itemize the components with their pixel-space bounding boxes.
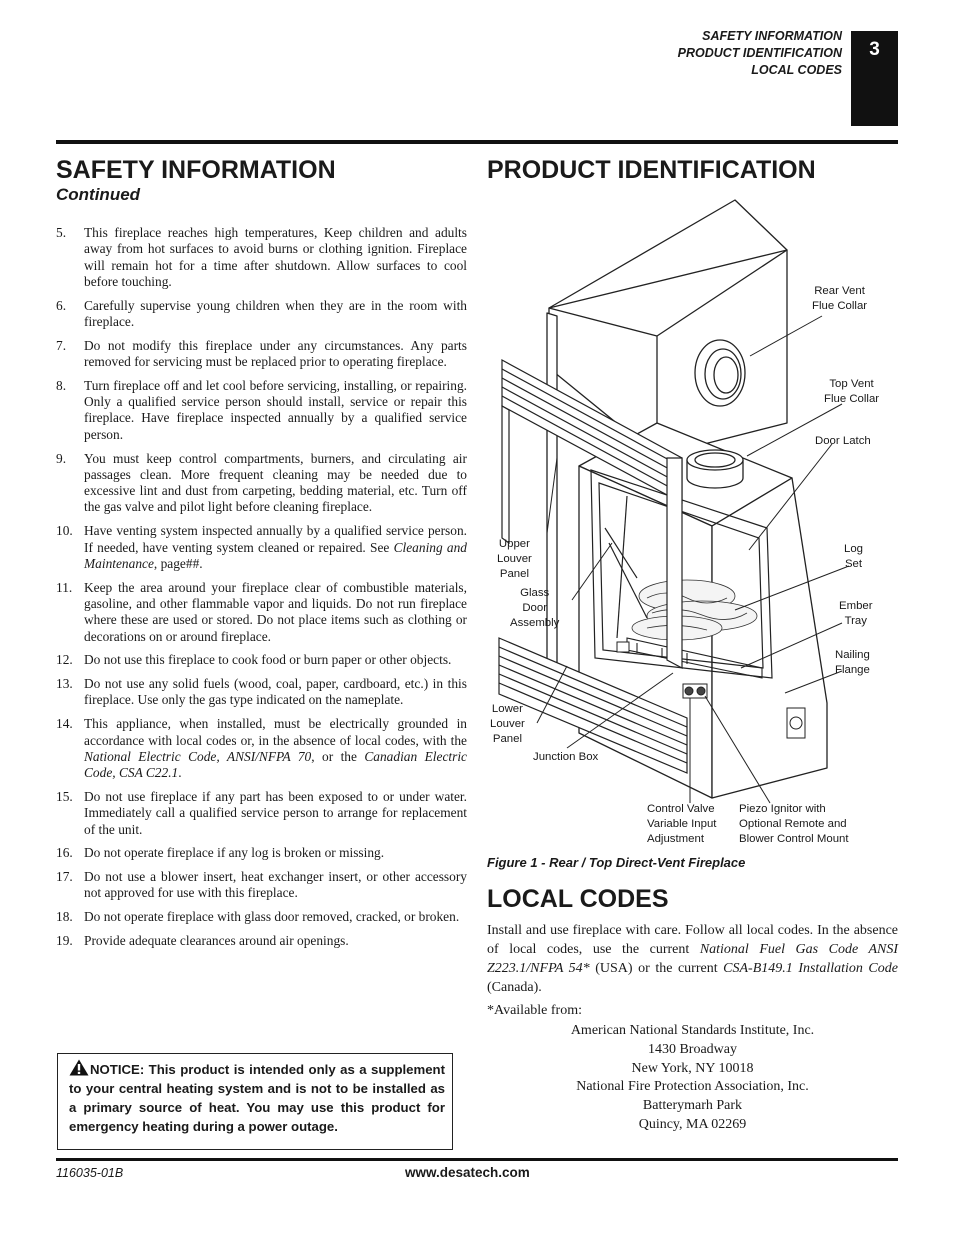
code-reference: CSA-B149.1 Installation Code — [723, 961, 898, 976]
document-code: 116035-01B — [56, 1166, 124, 1180]
fireplace-figure — [487, 198, 898, 848]
callout-line: Upper — [498, 538, 530, 550]
list-item-number: 11. — [56, 579, 73, 595]
callout-line: Louver — [490, 718, 525, 730]
callout-log-set — [844, 542, 863, 572]
callout-line: Set — [844, 558, 863, 570]
list-item-text: Provide adequate clearances around air openings. — [84, 932, 349, 948]
address-line: American National Standards Institute, Inc. — [570, 1023, 815, 1038]
list-item-number: 12. — [56, 652, 73, 668]
notice-box — [57, 1053, 453, 1150]
callout-line: Glass — [520, 587, 550, 599]
callout-line: Piezo Ignitor with — [739, 803, 826, 815]
list-item-text: Do not operate fireplace with glass door removed, cracked, or broken. — [84, 909, 460, 925]
list-item-text: . — [178, 765, 182, 781]
safety-section-subtitle: Continued — [56, 185, 141, 204]
callout-line: Top Vent — [829, 378, 874, 390]
code-reference: National Fuel Gas Code ANSI Z223.1/NFPA 54* — [487, 942, 898, 976]
list-item-text: You must keep control compartments, burners, and circulating air passages clean. More frequent cleaning may be needed due to excessive lint and dust from carpeting, bedding material, etc. Turn off the gas valve and pilot light before cleaning fireplace. — [84, 450, 467, 515]
header-line-product: PRODUCT IDENTIFICATION — [677, 46, 842, 60]
list-item-number: 18. — [56, 909, 73, 925]
callout-junction-box — [533, 750, 598, 765]
callout-door-latch — [815, 434, 871, 449]
callout-glass-door — [510, 586, 559, 631]
callout-line: Assembly — [510, 617, 560, 629]
safety-list — [56, 225, 467, 957]
callout-nailing-flange — [835, 648, 870, 678]
list-item — [56, 909, 467, 925]
available-from-label: *Available from: — [487, 1003, 582, 1018]
list-item — [56, 676, 467, 709]
callout-line: Panel — [499, 568, 529, 580]
list-item-number: 10. — [56, 523, 73, 539]
list-item-text: This fireplace reaches high temperatures, Keep children and adults away from hot surfaces to avoid burns or clothing ignition. Fireplace will remain hot for a time after shutdown. Allow surfaces to cool before touching. — [84, 225, 467, 289]
list-item — [56, 845, 467, 861]
list-item — [56, 716, 467, 781]
running-header — [678, 28, 842, 79]
list-item-text: Do not modify this fireplace under any circumstances. Any parts removed for servicing must be replaced prior to operating fireplace. — [84, 337, 467, 370]
list-item — [56, 338, 467, 371]
page-number: 3 — [869, 39, 880, 60]
list-item-text: Carefully supervise young children when they are in the room with fireplace. — [84, 297, 467, 329]
list-item — [56, 580, 467, 645]
warning-icon — [69, 1059, 89, 1076]
list-item-number: 17. — [56, 869, 73, 885]
list-item-text: Have venting system inspected annually by a qualified service person. If needed, have venting system cleaned or repaired. See — [84, 523, 467, 555]
list-item — [56, 652, 467, 668]
callout-line: Louver — [497, 553, 532, 565]
callout-control-valve — [647, 802, 716, 847]
address-line: 1430 Broadway — [647, 1041, 738, 1057]
header-line-safety: SAFETY INFORMATION — [702, 29, 842, 43]
address-line: National Fire Protection Association, Inc. — [576, 1079, 809, 1095]
header-line-codes: LOCAL CODES — [751, 63, 842, 77]
address-line: Quincy, MA 02269 — [638, 1116, 747, 1132]
callout-piezo-ignitor — [739, 802, 849, 847]
list-item-number: 19. — [56, 932, 73, 948]
paragraph-text: (Canada). — [487, 980, 542, 995]
callout-lower-louver — [490, 702, 525, 747]
address-block — [487, 1022, 898, 1135]
list-item — [56, 523, 467, 572]
list-item — [56, 298, 467, 331]
list-item-number: 9. — [56, 450, 67, 466]
list-item — [56, 789, 467, 838]
callout-line: Control Valve — [647, 803, 715, 815]
callout-line: Flange — [835, 664, 870, 676]
safety-section-title: SAFETY INFORMATION — [56, 156, 336, 184]
figure-caption: Figure 1 - Rear / Top Direct-Vent Fireplace — [487, 855, 746, 870]
list-item — [56, 869, 467, 902]
callout-ember-tray — [839, 599, 873, 629]
callout-rear-vent — [812, 284, 867, 314]
callout-top-vent — [824, 377, 879, 407]
callout-upper-louver — [497, 537, 532, 582]
callout-line: Flue Collar — [824, 393, 880, 405]
header-divider — [56, 140, 898, 144]
list-item-text: Do not use this fireplace to cook food or burn paper or other objects. — [84, 652, 452, 668]
list-item — [56, 933, 467, 949]
code-reference: Canadian Electric Code, CSA C22.1 — [84, 748, 467, 781]
list-item-text: Do not use fireplace if any part has been exposed to or under water. Immediately call a qualified service person to arrange for replacement of the unit. — [84, 788, 467, 837]
list-item-text: This appliance, when installed, must be electrically grounded in accordance with local codes or, in the absence of local codes, with the — [84, 716, 467, 748]
callout-line: Door — [522, 602, 548, 614]
list-item-number: 6. — [56, 297, 67, 313]
website-url: www.desatech.com — [405, 1165, 530, 1180]
notice-label: NOTICE: — [90, 1062, 145, 1077]
list-item-number: 5. — [56, 225, 67, 240]
callout-line: Tray — [844, 615, 867, 627]
local-codes-title: LOCAL CODES — [487, 885, 669, 913]
list-item-text: Keep the area around your fireplace clear of combustible materials, gasoline, and other flammable vapor and liquids. Do not run fireplace where these are used or stored. Do not place items such as clothing or decorations on or around fireplace. — [84, 579, 467, 644]
list-item — [56, 378, 467, 443]
list-item-number: 7. — [56, 337, 67, 353]
list-item-number: 14. — [56, 716, 73, 732]
callout-line: Blower Control Mount — [739, 833, 849, 845]
local-codes-paragraph — [487, 921, 898, 997]
list-item-text: Do not operate fireplace if any log is broken or missing. — [84, 845, 385, 861]
list-item-number: 8. — [56, 377, 67, 393]
list-item — [56, 225, 467, 290]
notice-text: This product is intended only as a supplement to your central heating system and is not to be installed as a primary source of heat. You may use this product for emergency heating during a power outage. — [69, 1062, 445, 1134]
callout-line: Ember — [839, 600, 873, 612]
callout-line: Variable Input — [647, 818, 717, 830]
callout-line: Log — [844, 543, 864, 555]
callout-line: Nailing — [835, 649, 870, 661]
callout-line: Panel — [492, 733, 522, 745]
list-item-text: , or the — [311, 748, 365, 764]
callout-line: Junction Box — [533, 751, 599, 763]
list-item-text: Do not use a blower insert, heat exchanger insert, or other accessory not approved for use with this fireplace. — [84, 869, 467, 901]
list-item-text: , page##. — [153, 555, 203, 571]
address-line: Batterymarh Park — [642, 1098, 743, 1114]
list-item-number: 13. — [56, 676, 73, 692]
list-item-text: Do not use any solid fuels (wood, coal, paper, cardboard, etc.) in this fireplace. Use only the gas type indicated on the nameplate. — [84, 676, 467, 708]
product-section-title: PRODUCT IDENTIFICATION — [487, 156, 816, 184]
callout-line: Door Latch — [815, 435, 871, 447]
footer-divider — [56, 1158, 898, 1161]
callout-line: Optional Remote and — [739, 818, 847, 830]
callout-line: Lower — [491, 703, 523, 715]
address-line: New York, NY 10018 — [631, 1060, 754, 1076]
list-item-text: Turn fireplace off and let cool before servicing, installing, or repairing. Only a qualified service person should install, service or repair this fireplace. Have fireplace inspected annually by a qualified service person. — [84, 377, 467, 442]
paragraph-text: Install and use fireplace with care. Follow all local codes. In the absence of local codes, use the current — [487, 923, 898, 957]
list-item — [56, 451, 467, 516]
paragraph-text: (USA) or the current — [589, 961, 724, 976]
callout-line: Rear Vent — [814, 285, 865, 297]
cross-reference: Cleaning and Maintenance — [84, 539, 468, 571]
callout-line: Adjustment — [647, 833, 704, 845]
callout-line: Flue Collar — [812, 300, 868, 312]
list-item-number: 15. — [56, 788, 73, 804]
top-vent-collar-shape — [687, 450, 743, 488]
list-item-number: 16. — [56, 845, 73, 861]
code-reference: National Electric Code, ANSI/NFPA 70 — [84, 748, 312, 764]
